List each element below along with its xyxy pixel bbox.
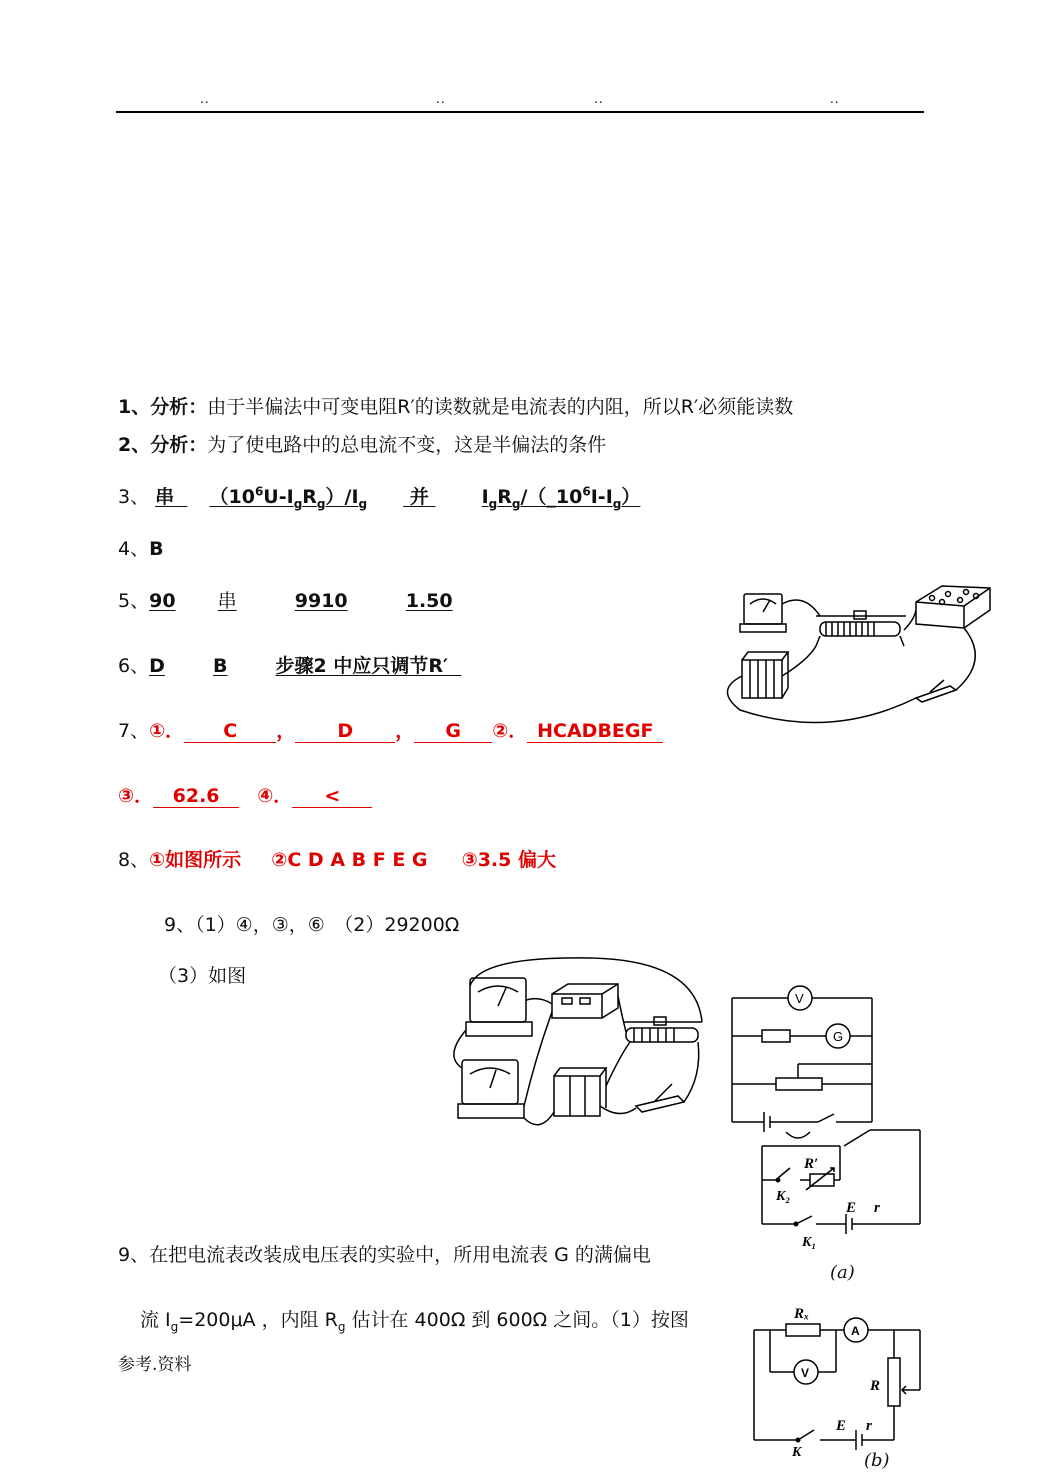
q7-blank-6: <: [292, 787, 372, 808]
fig-b-small-r-label: r: [866, 1418, 872, 1434]
answer-3: [118, 482, 640, 511]
q7-num: 7、: [118, 720, 150, 742]
answer-7-cont: [118, 781, 372, 808]
answer-5: [118, 586, 453, 613]
answer-7: [118, 716, 663, 743]
answer-8: [118, 845, 556, 872]
fig-b-k-label: K: [792, 1445, 802, 1460]
header-dot-1: ..: [200, 92, 210, 106]
fig-b-r-label: R: [870, 1378, 881, 1394]
problem-9-line-2: 流 $I_g=200\mu A$ ，内阻 $R_g$ 估计在 400Ω 到 600Ω 之间。（1）按图: [140, 1309, 689, 1334]
q1-num: 1、: [118, 396, 151, 418]
q7-blank-3: G: [414, 722, 492, 743]
q7-sep-2: ，: [395, 720, 415, 742]
header-rule: [116, 111, 924, 113]
fig-a-k1-label: K₁: [802, 1235, 817, 1250]
q3-num: 3、: [118, 486, 150, 508]
q7-blank-1: C: [184, 722, 276, 743]
circuit-figure-v-g-drawing: [722, 984, 882, 1134]
answer-9-part-3: （3）如图: [158, 965, 247, 987]
q5-answer-1: 90: [149, 590, 176, 612]
circuit-figure-v-g: [722, 984, 882, 1134]
q7-sep-1: ，: [276, 720, 296, 742]
apparatus-figure-2: [440, 956, 720, 1136]
q4-answer: B: [149, 538, 164, 560]
q7-mark-4: ④．: [257, 785, 293, 807]
q7-mark-3: ③．: [118, 785, 154, 807]
q2-text: 为了使电路中的总电流不变，这是半偏法的条件: [207, 434, 607, 456]
q1-lead: 分析：: [150, 396, 208, 418]
q7-blank-4: HCADBEGF: [527, 722, 663, 743]
q3-answer-4: $I_gR_g/(\_10^6I-I_g)$: [481, 484, 641, 511]
q4-num: 4、: [118, 538, 150, 560]
q1-text: 由于半偏法中可变电阻R′的读数就是电流表的内阻，所以R′必须能读数: [207, 396, 794, 418]
fig-a-r-label: r: [874, 1200, 880, 1216]
answer-6: [118, 651, 461, 678]
fig-a-k2-label: K₂: [776, 1189, 791, 1204]
q7-blank-2: D: [295, 722, 395, 743]
apparatus-figure-1-drawing: [720, 580, 1000, 730]
header-dot-4: ..: [830, 92, 840, 106]
header-dot-2: ..: [436, 92, 446, 106]
apparatus-figure-2-drawing: [440, 956, 720, 1136]
fig-a-e-label: E: [846, 1200, 857, 1216]
circuit-figure-b: [740, 1296, 940, 1460]
header-dot-3: ..: [594, 92, 604, 106]
q3-answer-3: 并: [409, 486, 429, 508]
q3-answer-1: 串: [155, 486, 175, 508]
answer-4: [118, 534, 164, 561]
q2-lead: 分析：: [150, 434, 208, 456]
fig-b-ammeter-label: A: [851, 1324, 860, 1338]
q6-num: 6、: [118, 655, 150, 677]
q7-mark-2: ②．: [492, 720, 528, 742]
answer-2: [118, 430, 606, 457]
footer-text: 参考.资料: [118, 1355, 192, 1375]
answer-1: [118, 392, 793, 419]
q6-answer-1: D: [149, 655, 165, 677]
g-meter-label: G: [833, 1029, 844, 1044]
fig-b-e-label: E: [836, 1418, 847, 1434]
fig-b-rx-label: Rₓ: [794, 1306, 810, 1322]
q5-num: 5、: [118, 590, 150, 612]
q7-blank-5: 62.6: [153, 787, 239, 808]
q5-answer-3: 9910: [294, 590, 348, 612]
problem-9-line-1: 9、在把电流表改装成电压表的实验中，所用电流表 G 的满偏电: [118, 1244, 651, 1266]
q8-part-1: ①如图所示: [149, 849, 242, 871]
fig-b-voltmeter-label: V: [801, 1366, 810, 1380]
q8-part-3: ③3.5 偏大: [461, 849, 556, 871]
apparatus-figure-1: [720, 580, 1000, 730]
q5-answer-4: 1.50: [405, 590, 453, 612]
fig-b-caption: (b): [864, 1450, 890, 1471]
fig-a-caption: (a): [830, 1262, 855, 1283]
q8-part-2: ②C D A B F E G: [271, 849, 428, 871]
circuit-figure-b-drawing: [740, 1296, 940, 1460]
q5-answer-2: 串: [217, 590, 237, 612]
q8-num: 8、: [118, 849, 150, 871]
fig-a-r-prime-label: R′: [804, 1156, 819, 1172]
q6-answer-3: 步骤2 中应只调节R′: [275, 655, 449, 677]
q3-answer-2: $(10^6U-I_gR_g)/I_g$: [209, 484, 368, 511]
v-meter-label: V: [795, 991, 804, 1006]
q2-num: 2、: [118, 434, 151, 456]
q6-answer-2: B: [212, 655, 228, 677]
answer-9: 9、（1）④，③，⑥ （2）29200Ω: [164, 914, 460, 936]
q7-mark-1: ①．: [149, 720, 185, 742]
